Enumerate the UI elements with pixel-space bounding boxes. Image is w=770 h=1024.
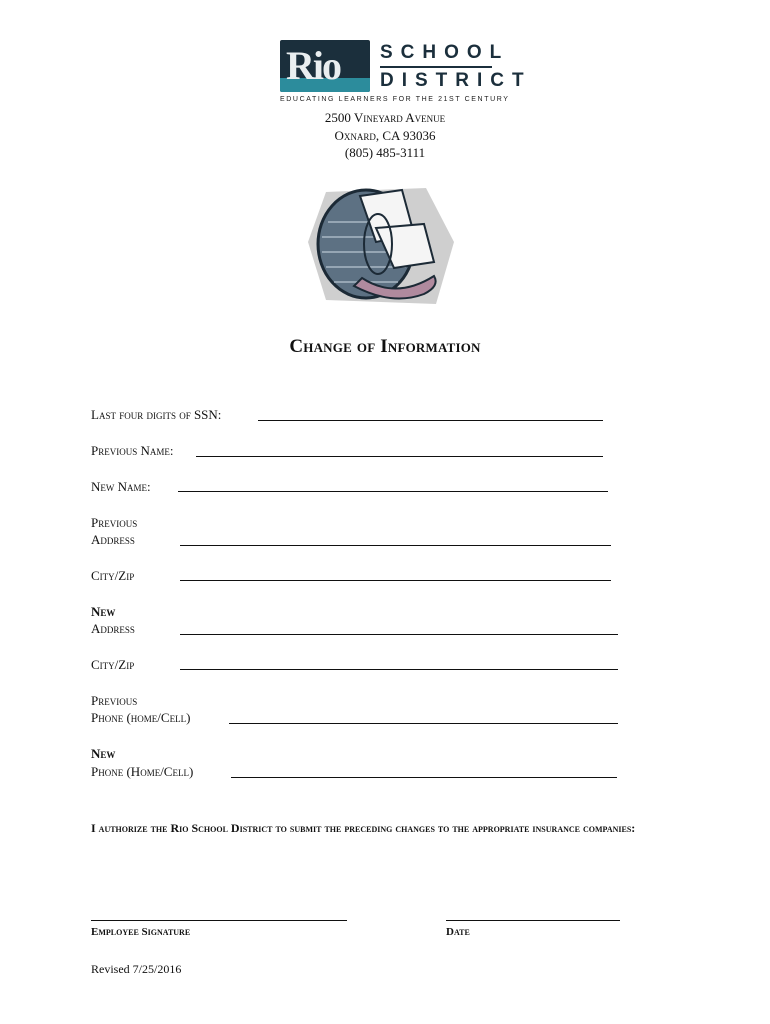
revision-date: Revised 7/25/2016 [91,962,182,976]
logo-rio-text: Rio [286,43,340,88]
district-logo [280,40,532,106]
date-label: Date [446,926,470,938]
logo-mark [280,40,370,92]
previous-city-zip-label: City/Zip [91,568,135,583]
new-address-label: New [91,604,116,619]
employee-signature-label: Employee Signature [91,926,191,938]
previous-city-zip-field[interactable] [180,580,611,581]
new-city-zip-label: City/Zip [91,657,135,672]
previous-address-label-2: Address [91,532,135,547]
previous-address-field[interactable] [180,545,611,546]
new-phone-label-2: Phone (Home/Cell) [91,764,194,779]
previous-name-label: Previous Name: [91,443,174,458]
new-phone-label: New [91,746,116,761]
new-address-label-2: Address [91,621,135,636]
logo-district-text: DISTRICT [380,70,532,91]
new-phone-field[interactable] [231,777,617,778]
previous-phone-label-2: Phone (home/Cell) [91,710,191,725]
form-title: Change of Information [289,336,481,357]
logo-tagline: EDUCATING LEARNERS FOR THE 21ST CENTURY [280,96,510,103]
new-name-field[interactable] [178,491,608,492]
new-address-field[interactable] [180,634,618,635]
new-city-zip-field[interactable] [180,669,618,670]
logo-rule [380,66,492,68]
previous-phone-field[interactable] [229,723,618,724]
previous-address-label: Previous [91,515,138,530]
previous-phone-label: Previous [91,693,138,708]
logo-school-text: SCHOOL [380,42,510,63]
address-city: Oxnard, CA 93036 [334,128,436,143]
date-line[interactable] [446,920,620,921]
previous-name-field[interactable] [196,456,603,457]
authorization-statement: I authorize the Rio School District to submit the preceding changes to the appropriate insurance companies: [91,821,636,835]
employee-signature-line[interactable] [91,920,347,921]
ssn-label: Last four digits of SSN: [91,407,222,422]
address-street: 2500 Vineyard Avenue [324,110,446,125]
ssn-field[interactable] [258,420,603,421]
address-phone: (805) 485-3111 [344,145,426,160]
new-name-label: New Name: [91,479,151,494]
rolodex-icon [306,182,458,308]
